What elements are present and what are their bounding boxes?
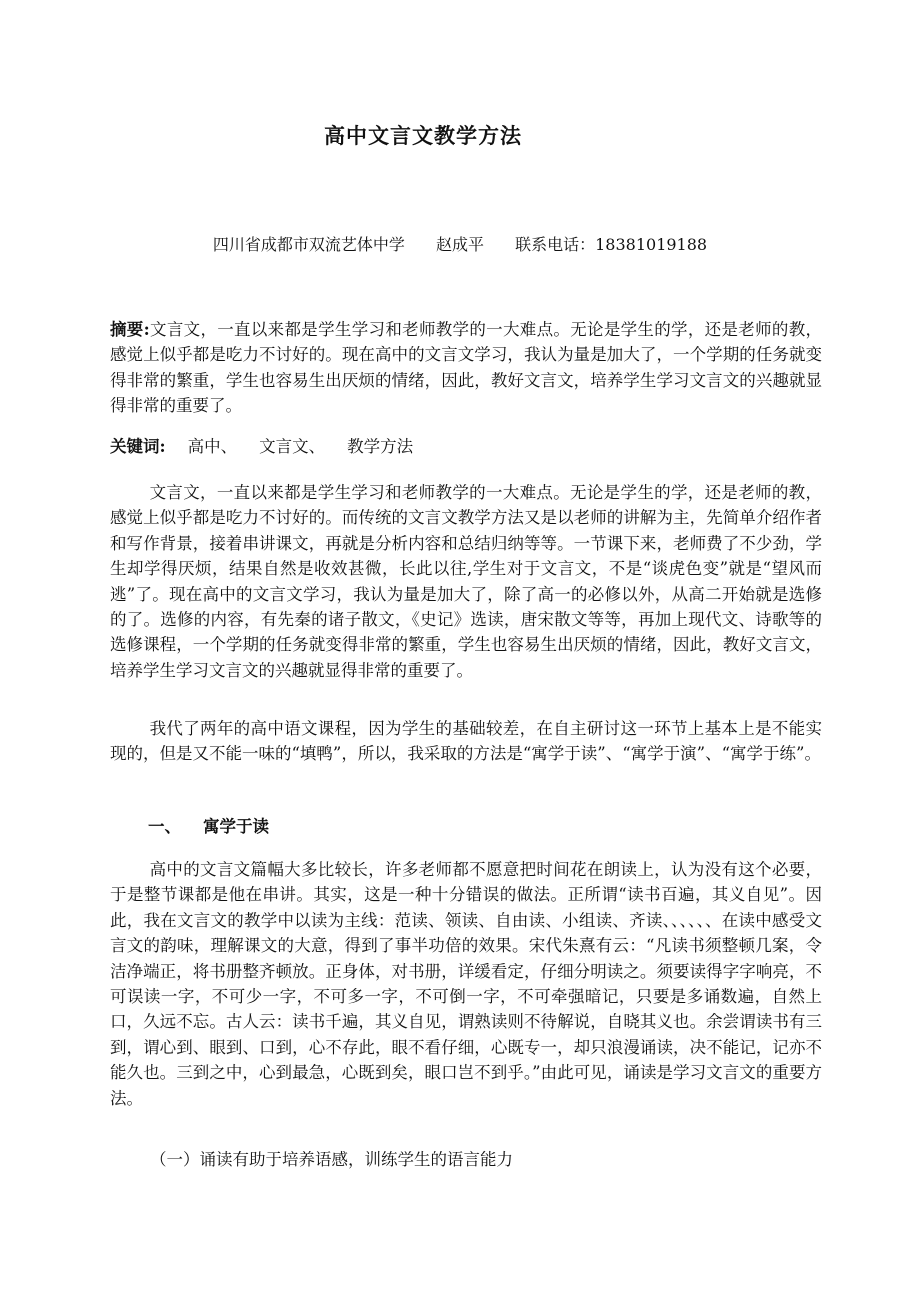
author-phone: 联系电话：18381019188: [515, 235, 708, 254]
author-name: 赵成平: [436, 235, 485, 254]
keyword-item: 文言文、: [259, 437, 326, 456]
keywords-label: 关键词:: [110, 437, 166, 456]
author-school: 四川省成都市双流艺体中学: [212, 235, 405, 254]
abstract-text: 文言文，一直以来都是学生学习和老师教学的一大难点。无论是学生的学，还是老师的教，感觉上似乎都是吃力不讨好的。现在高中的文言文学习，我认为量是加大了，一个学期的任务就变得非常的繁重，学生也容易生出厌烦的情绪，因此，教好文言文，培养学生学习文言文的兴趣就显得非常的重要了。: [110, 320, 823, 416]
subheading: （一）诵读有助于培养语感，训练学生的语言能力: [150, 1150, 513, 1169]
body-paragraph: 我代了两年的高中语文课程，因为学生的基础较差，在自主研讨这一环节上基本上是不能实现的，但是又不能一味的“填鸭”，所以，我采取的方法是“寓学于读”、“寓学于演”、“寓学于练”。: [110, 719, 822, 764]
section-number: 一、: [148, 817, 181, 836]
document-title: 高中文言文教学方法: [324, 123, 522, 148]
author-line: [110, 232, 810, 255]
abstract-label: 摘要:: [110, 320, 150, 339]
keyword-item: 教学方法: [347, 437, 414, 456]
keywords-line: [110, 434, 822, 459]
section-title: 寓学于读: [203, 817, 269, 836]
body-paragraph: 文言文，一直以来都是学生学习和老师教学的一大难点。无论是学生的学，还是老师的教，感觉上似乎都是吃力不讨好的。而传统的文言文教学方法又是以老师的讲解为主，先简单介绍作者和写作背景，接着串讲课文，再就是分析内容和总结归纳等等。一节课下来，老师费了不少劲，学生却学得厌烦，结果自然是收效甚微，长此以往,学生对于文言文，不是“谈虎色变”就是“望风而逃”了。现在高中的文言文学习，我认为量是加大了，除了高一的必修以外，从高二开始就是选修的了。选修的内容，有先秦的诸子散文，《史记》选读，唐宋散文等等，再加上现代文、诗歌等的选修课程，一个学期的任务就变得非常的繁重，学生也容易生出厌烦的情绪，因此，教好文言文，培养学生学习文言文的兴趣就显得非常的重要了。: [110, 483, 822, 680]
abstract-paragraph: [110, 317, 822, 419]
section-heading: [148, 813, 269, 837]
keyword-item: 高中、: [187, 437, 238, 456]
body-paragraph: 高中的文言文篇幅大多比较长，许多老师都不愿意把时间花在朗读上，认为没有这个必要，于是整节课都是他在串讲。其实，这是一种十分错误的做法。正所谓“读书百遍，其义自见”。因此，我在文言文的教学中以读为主线：范读、领读、自由读、小组读、齐读、、、、、、在读中感受文言文的韵味，理解课文的大意，得到了事半功倍的效果。宋代朱熹有云：“凡读书须整顿几案，令洁净端正，将书册整齐顿放。正身体，对书册，详缓看定，仔细分明读之。须要读得字字响亮，不可误读一字，不可少一字，不可多一字，不可倒一字，不可牵强暗记，只要是多诵数遍，自然上口，久远不忘。古人云：读书千遍，其义自见，谓熟读则不待解说，自晓其义也。余尝谓读书有三到，谓心到、眼到、口到，心不存此，眼不看仔细，心既专一，却只浪漫诵读，决不能记，记亦不能久也。三到之中，心到最急，心既到矣，眼口岂不到乎。”由此可见，诵读是学习文言文的重要方法。: [110, 860, 822, 1108]
